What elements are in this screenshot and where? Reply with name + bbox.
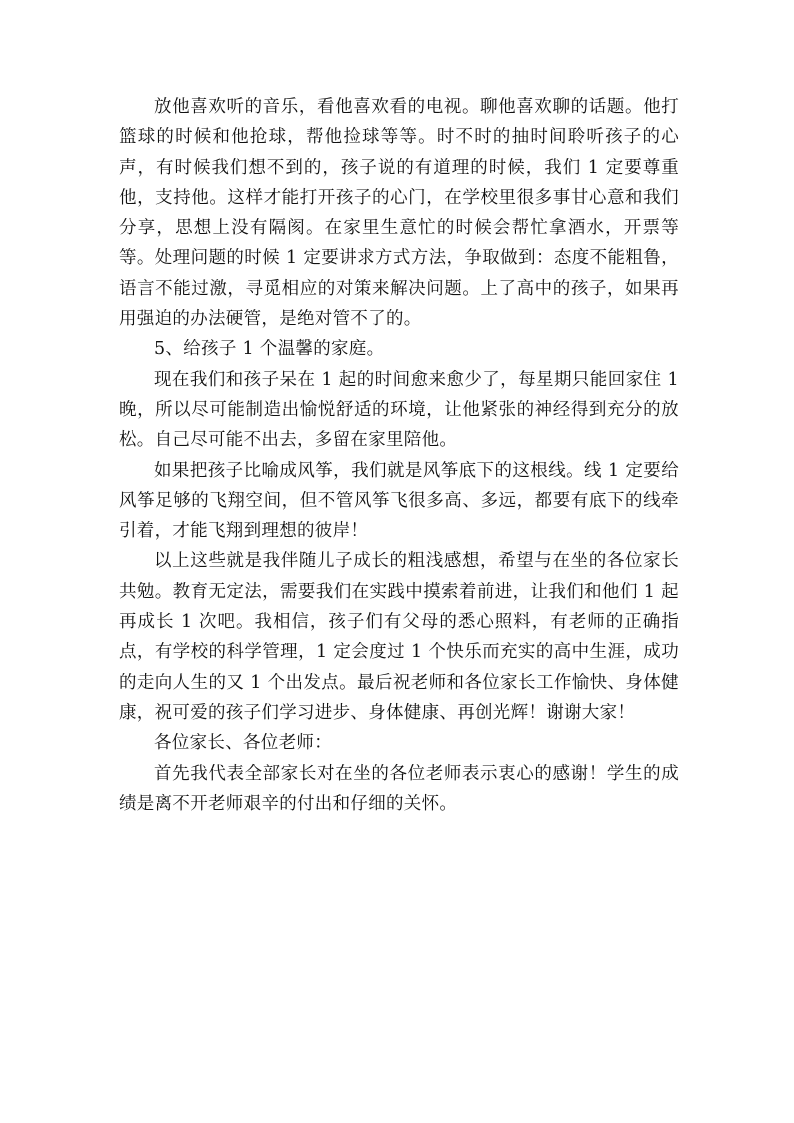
paragraph-time-together: 现在我们和孩子呆在 1 起的时间愈来愈少了，每星期只能回家住 1 晚，所以尽可能制造出愉悦舒适的环境，让他紧张的神经得到充分的放松。自己尽可能不出去，多留在家里陪他。 [119, 369, 679, 451]
salutation: 各位家长、各位老师： [154, 733, 332, 754]
paragraph-thanks-teachers: 首先我代表全部家长对在坐的各位老师表示衷心的感谢！学生的成绩是离不开老师艰辛的付出和仔细的关怀。 [119, 763, 679, 814]
paragraph-closing-thoughts: 以上这些就是我伴随儿子成长的粗浅感想，希望与在坐的各位家长共勉。教育无定法，需要我们在实践中摸索着前进，让我们和他们 1 起再成长 1 次吧。我相信，孩子们有父母的悉心照料，有老师的正确指点，有学校的科学管理，1 定会度过 1 个快乐而充实的高中生涯，成功的走向人生的又 1 个出发点。最后祝老师和各位家长工作愉快、身体健康，祝可爱的孩子们学习进步、身体健康、再创光辉！谢谢大家！ [119, 551, 679, 723]
document-page [119, 92, 679, 819]
paragraph-parenting-communication: 放他喜欢听的音乐，看他喜欢看的电视。聊他喜欢聊的话题。他打篮球的时候和他抢球，帮他捡球等等。时不时的抽时间聆听孩子的心声，有时候我们想不到的，孩子说的有道理的时候，我们 1 定要尊重他，支持他。这样才能打开孩子的心门，在学校里很多事甘心意和我们分享，思想上没有隔阂。在家里生意忙的时候会帮忙拿酒水，开票等等。处理问题的时候 1 定要讲求方式方法，争取做到：态度不能粗鲁，语言不能过激，寻觅相应的对策来解决问题。上了高中的孩子，如果再用强迫的办法硬管，是绝对管不了的。 [119, 97, 679, 330]
paragraph-kite-metaphor: 如果把孩子比喻成风筝，我们就是风筝底下的这根线。线 1 定要给风筝足够的飞翔空间，但不管风筝飞很多高、多远，都要有底下的线牵引着，才能飞翔到理想的彼岸！ [119, 460, 679, 542]
heading-warm-family: 5、给孩子 1 个温馨的家庭。 [154, 339, 385, 360]
